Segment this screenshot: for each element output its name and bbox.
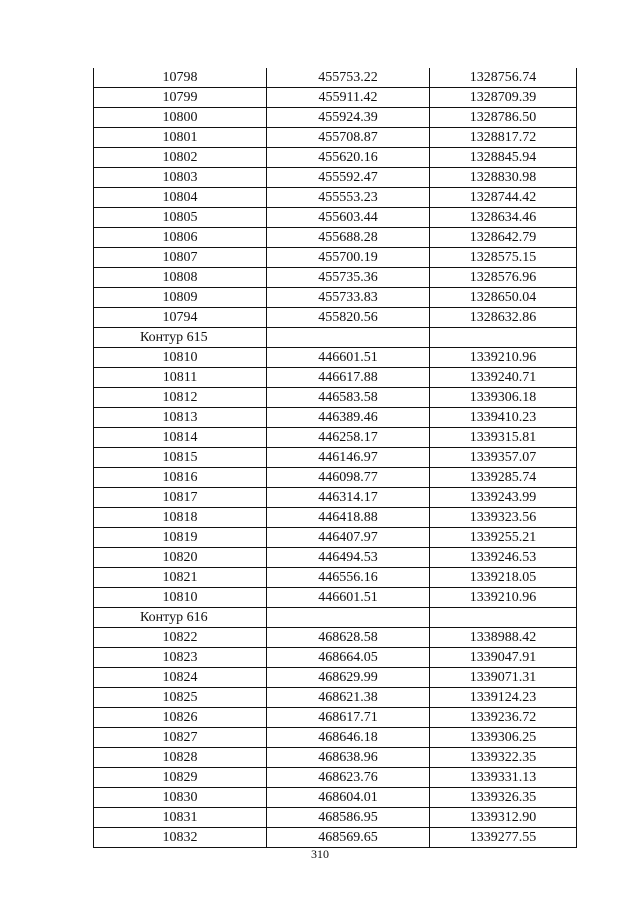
x-coordinate-cell: 468604.01 bbox=[267, 788, 430, 808]
y-coordinate-cell: 1339255.21 bbox=[430, 528, 577, 548]
point-cell: 10827 bbox=[94, 728, 267, 748]
point-cell: 10811 bbox=[94, 368, 267, 388]
point-cell: 10818 bbox=[94, 508, 267, 528]
table-row bbox=[94, 728, 577, 748]
x-coordinate-cell: 468621.38 bbox=[267, 688, 430, 708]
table-row bbox=[94, 508, 577, 528]
x-coordinate-cell bbox=[267, 328, 430, 348]
table-row bbox=[94, 348, 577, 368]
point-cell: 10820 bbox=[94, 548, 267, 568]
y-coordinate-cell: 1338988.42 bbox=[430, 628, 577, 648]
x-coordinate-cell: 455733.83 bbox=[267, 288, 430, 308]
contour-header-row bbox=[94, 328, 577, 348]
table-row bbox=[94, 288, 577, 308]
point-cell: 10815 bbox=[94, 448, 267, 468]
x-coordinate-cell: 446146.97 bbox=[267, 448, 430, 468]
x-coordinate-cell: 468638.96 bbox=[267, 748, 430, 768]
point-cell: 10816 bbox=[94, 468, 267, 488]
y-coordinate-cell: 1339236.72 bbox=[430, 708, 577, 728]
table-row bbox=[94, 648, 577, 668]
x-coordinate-cell: 446407.97 bbox=[267, 528, 430, 548]
table-row bbox=[94, 768, 577, 788]
table-row bbox=[94, 828, 577, 848]
point-cell: 10805 bbox=[94, 208, 267, 228]
coordinates-table-body bbox=[94, 68, 577, 848]
contour-header-row bbox=[94, 608, 577, 628]
x-coordinate-cell: 455753.22 bbox=[267, 68, 430, 88]
y-coordinate-cell: 1328756.74 bbox=[430, 68, 577, 88]
x-coordinate-cell: 446583.58 bbox=[267, 388, 430, 408]
x-coordinate-cell: 446314.17 bbox=[267, 488, 430, 508]
x-coordinate-cell: 468586.95 bbox=[267, 808, 430, 828]
x-coordinate-cell: 455924.39 bbox=[267, 108, 430, 128]
point-cell: 10800 bbox=[94, 108, 267, 128]
y-coordinate-cell: 1328744.42 bbox=[430, 188, 577, 208]
point-cell: 10824 bbox=[94, 668, 267, 688]
x-coordinate-cell: 455735.36 bbox=[267, 268, 430, 288]
point-cell: 10830 bbox=[94, 788, 267, 808]
y-coordinate-cell: 1328817.72 bbox=[430, 128, 577, 148]
x-coordinate-cell: 468664.05 bbox=[267, 648, 430, 668]
x-coordinate-cell: 455688.28 bbox=[267, 228, 430, 248]
x-coordinate-cell: 455603.44 bbox=[267, 208, 430, 228]
point-cell: 10823 bbox=[94, 648, 267, 668]
point-cell: 10806 bbox=[94, 228, 267, 248]
y-coordinate-cell: 1339357.07 bbox=[430, 448, 577, 468]
page-number: 310 bbox=[311, 847, 329, 861]
table-row bbox=[94, 808, 577, 828]
y-coordinate-cell: 1339322.35 bbox=[430, 748, 577, 768]
table-row bbox=[94, 168, 577, 188]
x-coordinate-cell: 455708.87 bbox=[267, 128, 430, 148]
y-coordinate-cell: 1328845.94 bbox=[430, 148, 577, 168]
y-coordinate-cell: 1339306.25 bbox=[430, 728, 577, 748]
y-coordinate-cell: 1328642.79 bbox=[430, 228, 577, 248]
table-row bbox=[94, 408, 577, 428]
y-coordinate-cell: 1339285.74 bbox=[430, 468, 577, 488]
x-coordinate-cell: 446494.53 bbox=[267, 548, 430, 568]
x-coordinate-cell: 468617.71 bbox=[267, 708, 430, 728]
y-coordinate-cell: 1339312.90 bbox=[430, 808, 577, 828]
x-coordinate-cell bbox=[267, 608, 430, 628]
y-coordinate-cell: 1328830.98 bbox=[430, 168, 577, 188]
x-coordinate-cell: 468646.18 bbox=[267, 728, 430, 748]
y-coordinate-cell bbox=[430, 328, 577, 348]
y-coordinate-cell: 1339326.35 bbox=[430, 788, 577, 808]
point-cell: 10817 bbox=[94, 488, 267, 508]
point-cell: 10831 bbox=[94, 808, 267, 828]
point-cell: 10825 bbox=[94, 688, 267, 708]
table-row bbox=[94, 248, 577, 268]
y-coordinate-cell: 1339210.96 bbox=[430, 588, 577, 608]
point-cell: 10799 bbox=[94, 88, 267, 108]
table-row bbox=[94, 128, 577, 148]
y-coordinate-cell bbox=[430, 608, 577, 628]
y-coordinate-cell: 1339410.23 bbox=[430, 408, 577, 428]
x-coordinate-cell: 446556.16 bbox=[267, 568, 430, 588]
point-cell: 10828 bbox=[94, 748, 267, 768]
x-coordinate-cell: 446258.17 bbox=[267, 428, 430, 448]
point-cell: 10809 bbox=[94, 288, 267, 308]
table-row bbox=[94, 548, 577, 568]
y-coordinate-cell: 1328786.50 bbox=[430, 108, 577, 128]
table-row bbox=[94, 788, 577, 808]
y-coordinate-cell: 1328576.96 bbox=[430, 268, 577, 288]
table-row bbox=[94, 568, 577, 588]
y-coordinate-cell: 1328575.15 bbox=[430, 248, 577, 268]
x-coordinate-cell: 455553.23 bbox=[267, 188, 430, 208]
x-coordinate-cell: 446617.88 bbox=[267, 368, 430, 388]
x-coordinate-cell: 468628.58 bbox=[267, 628, 430, 648]
table-row bbox=[94, 428, 577, 448]
y-coordinate-cell: 1339218.05 bbox=[430, 568, 577, 588]
point-cell: Контур 615 bbox=[94, 328, 267, 348]
x-coordinate-cell: 455700.19 bbox=[267, 248, 430, 268]
y-coordinate-cell: 1339306.18 bbox=[430, 388, 577, 408]
table-row bbox=[94, 148, 577, 168]
y-coordinate-cell: 1339071.31 bbox=[430, 668, 577, 688]
y-coordinate-cell: 1339210.96 bbox=[430, 348, 577, 368]
x-coordinate-cell: 468623.76 bbox=[267, 768, 430, 788]
y-coordinate-cell: 1339124.23 bbox=[430, 688, 577, 708]
table-row bbox=[94, 88, 577, 108]
table-row bbox=[94, 528, 577, 548]
point-cell: 10808 bbox=[94, 268, 267, 288]
x-coordinate-cell: 446098.77 bbox=[267, 468, 430, 488]
point-cell: 10819 bbox=[94, 528, 267, 548]
table-row bbox=[94, 228, 577, 248]
table-row bbox=[94, 688, 577, 708]
table-row bbox=[94, 748, 577, 768]
point-cell: 10803 bbox=[94, 168, 267, 188]
point-cell: 10810 bbox=[94, 348, 267, 368]
point-cell: 10812 bbox=[94, 388, 267, 408]
x-coordinate-cell: 446601.51 bbox=[267, 348, 430, 368]
point-cell: 10810 bbox=[94, 588, 267, 608]
x-coordinate-cell: 468629.99 bbox=[267, 668, 430, 688]
table-row bbox=[94, 588, 577, 608]
point-cell: 10798 bbox=[94, 68, 267, 88]
point-cell: 10829 bbox=[94, 768, 267, 788]
y-coordinate-cell: 1328709.39 bbox=[430, 88, 577, 108]
table-row bbox=[94, 308, 577, 328]
table-row bbox=[94, 108, 577, 128]
table-row bbox=[94, 708, 577, 728]
point-cell: 10804 bbox=[94, 188, 267, 208]
y-coordinate-cell: 1339246.53 bbox=[430, 548, 577, 568]
table-row bbox=[94, 188, 577, 208]
point-cell: 10822 bbox=[94, 628, 267, 648]
table-row bbox=[94, 488, 577, 508]
coordinates-table bbox=[93, 68, 577, 848]
y-coordinate-cell: 1328634.46 bbox=[430, 208, 577, 228]
table-row bbox=[94, 388, 577, 408]
table-row bbox=[94, 628, 577, 648]
x-coordinate-cell: 455820.56 bbox=[267, 308, 430, 328]
table-row bbox=[94, 668, 577, 688]
y-coordinate-cell: 1339277.55 bbox=[430, 828, 577, 848]
y-coordinate-cell: 1339047.91 bbox=[430, 648, 577, 668]
point-cell: 10801 bbox=[94, 128, 267, 148]
x-coordinate-cell: 455911.42 bbox=[267, 88, 430, 108]
point-cell: 10802 bbox=[94, 148, 267, 168]
point-cell: 10821 bbox=[94, 568, 267, 588]
table-row bbox=[94, 268, 577, 288]
x-coordinate-cell: 455592.47 bbox=[267, 168, 430, 188]
table-row bbox=[94, 468, 577, 488]
table-row bbox=[94, 208, 577, 228]
x-coordinate-cell: 446389.46 bbox=[267, 408, 430, 428]
table-row bbox=[94, 368, 577, 388]
y-coordinate-cell: 1339331.13 bbox=[430, 768, 577, 788]
x-coordinate-cell: 446601.51 bbox=[267, 588, 430, 608]
y-coordinate-cell: 1339315.81 bbox=[430, 428, 577, 448]
point-cell: Контур 616 bbox=[94, 608, 267, 628]
point-cell: 10826 bbox=[94, 708, 267, 728]
point-cell: 10814 bbox=[94, 428, 267, 448]
point-cell: 10794 bbox=[94, 308, 267, 328]
y-coordinate-cell: 1339240.71 bbox=[430, 368, 577, 388]
x-coordinate-cell: 455620.16 bbox=[267, 148, 430, 168]
point-cell: 10832 bbox=[94, 828, 267, 848]
y-coordinate-cell: 1328650.04 bbox=[430, 288, 577, 308]
y-coordinate-cell: 1339323.56 bbox=[430, 508, 577, 528]
y-coordinate-cell: 1328632.86 bbox=[430, 308, 577, 328]
x-coordinate-cell: 468569.65 bbox=[267, 828, 430, 848]
table-row bbox=[94, 448, 577, 468]
x-coordinate-cell: 446418.88 bbox=[267, 508, 430, 528]
point-cell: 10807 bbox=[94, 248, 267, 268]
y-coordinate-cell: 1339243.99 bbox=[430, 488, 577, 508]
table-row bbox=[94, 68, 577, 88]
point-cell: 10813 bbox=[94, 408, 267, 428]
